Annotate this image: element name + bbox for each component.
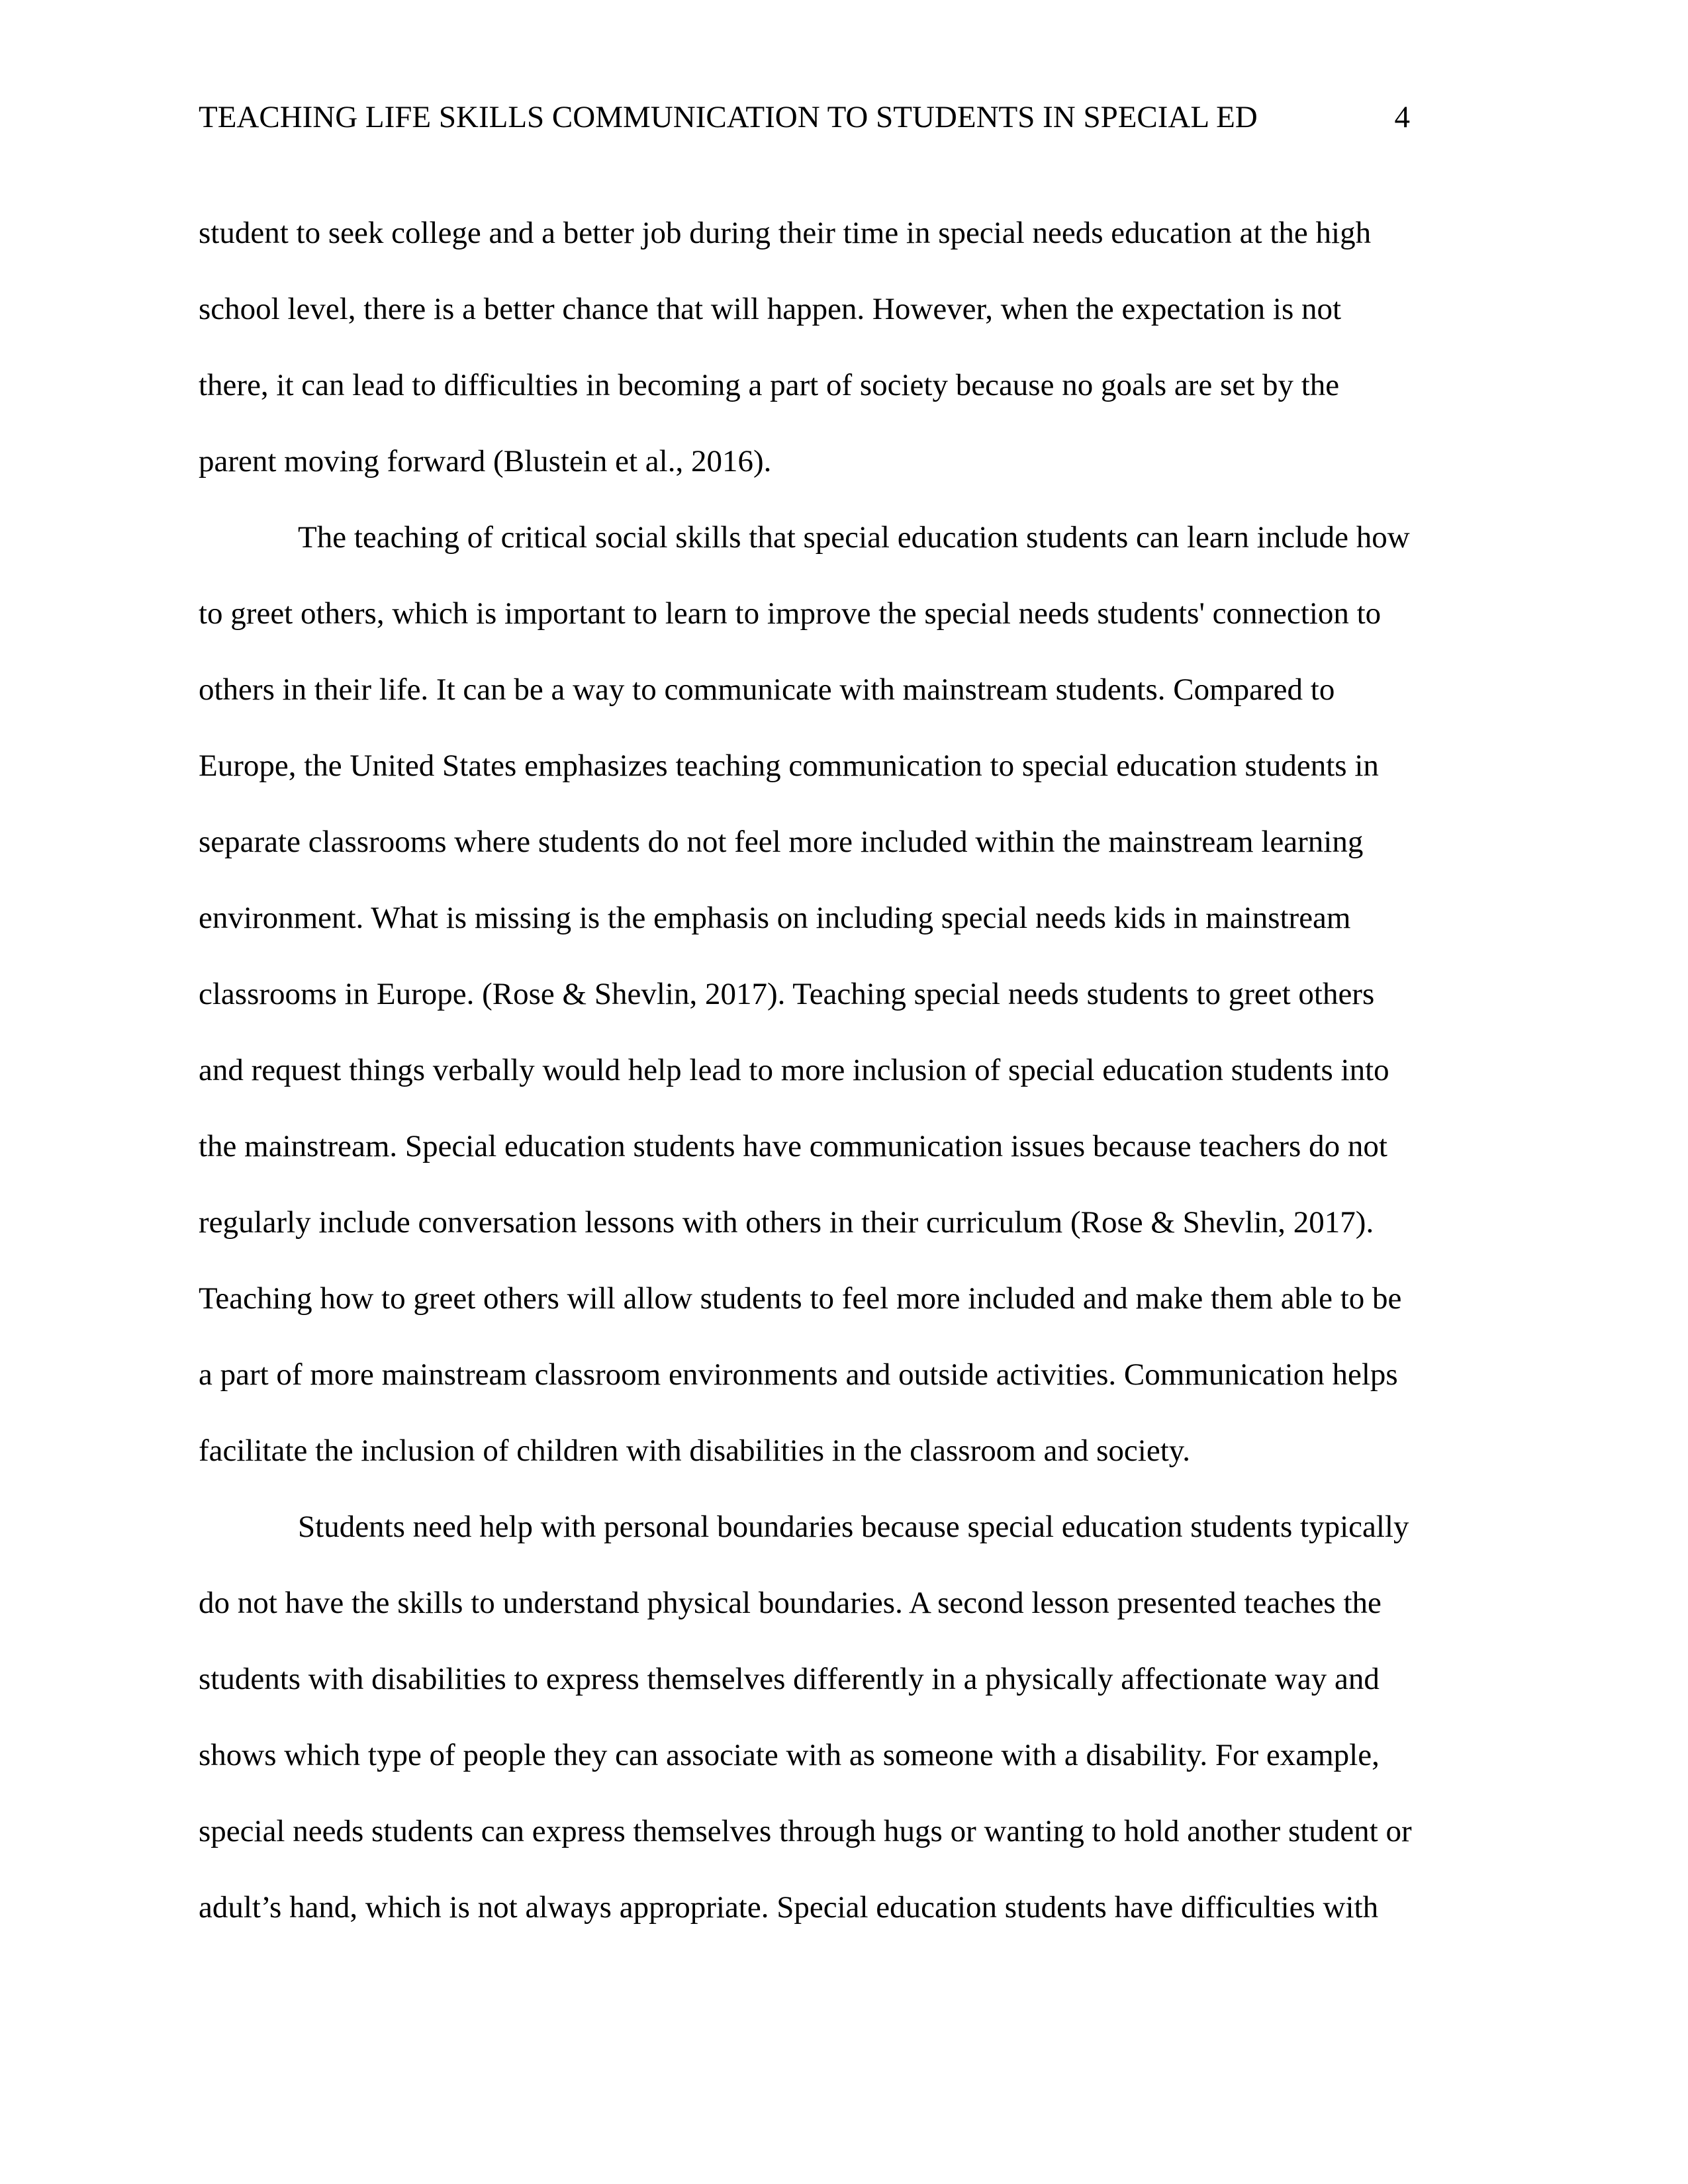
- text-line: do not have the skills to understand physical boundaries. A second lesson presented teaches the: [199, 1586, 1382, 1620]
- page-header: [199, 97, 1410, 138]
- text-line: and request things verbally would help lead to more inclusion of special education students into: [199, 1053, 1389, 1087]
- text-line: regularly include conversation lessons with others in their curriculum (Rose & Shevlin, 2017).: [199, 1205, 1374, 1240]
- text-line: environment. What is missing is the emphasis on including special needs kids in mainstream: [199, 901, 1351, 935]
- text-line: to greet others, which is important to learn to improve the special needs students' connection to: [199, 596, 1382, 631]
- text-line: Europe, the United States emphasizes teaching communication to special education students in: [199, 749, 1379, 783]
- text-line: others in their life. It can be a way to communicate with mainstream students. Compared to: [199, 672, 1335, 707]
- text-line: special needs students can express themselves through hugs or wanting to hold another student or: [199, 1814, 1412, 1848]
- text-line: facilitate the inclusion of children with disabilities in the classroom and society.: [199, 1433, 1190, 1468]
- text-line: there, it can lead to difficulties in becoming a part of society because no goals are set by the: [199, 368, 1340, 402]
- text-line: school level, there is a better chance that will happen. However, when the expectation is not: [199, 292, 1342, 326]
- paragraph-first-line: The teaching of critical social skills that special education students can learn include how: [298, 520, 1410, 555]
- text-line: student to seek college and a better job during their time in special needs education at the high: [199, 216, 1372, 250]
- text-line: classrooms in Europe. (Rose & Shevlin, 2017). Teaching special needs students to greet others: [199, 977, 1375, 1011]
- text-line: students with disabilities to express themselves differently in a physically affectionate way and: [199, 1662, 1380, 1696]
- text-line: shows which type of people they can associate with as someone with a disability. For example,: [199, 1738, 1380, 1772]
- text-line: separate classrooms where students do not feel more included within the mainstream learning: [199, 825, 1364, 859]
- text-line: adult’s hand, which is not always appropriate. Special education students have difficulties with: [199, 1890, 1379, 1925]
- text-line: parent moving forward (Blustein et al., 2016).: [199, 444, 772, 478]
- text-line: a part of more mainstream classroom environments and outside activities. Communication helps: [199, 1357, 1398, 1392]
- text-line: the mainstream. Special education students have communication issues because teachers do not: [199, 1129, 1387, 1163]
- text-line: Teaching how to greet others will allow students to feel more included and make them able to be: [199, 1281, 1402, 1316]
- body-text: [199, 195, 1489, 1946]
- running-head: TEACHING LIFE SKILLS COMMUNICATION TO STUDENTS IN SPECIAL ED: [199, 100, 1258, 134]
- page-number: 4: [1394, 100, 1410, 134]
- paragraph-first-line: Students need help with personal boundaries because special education students typically: [298, 1510, 1409, 1544]
